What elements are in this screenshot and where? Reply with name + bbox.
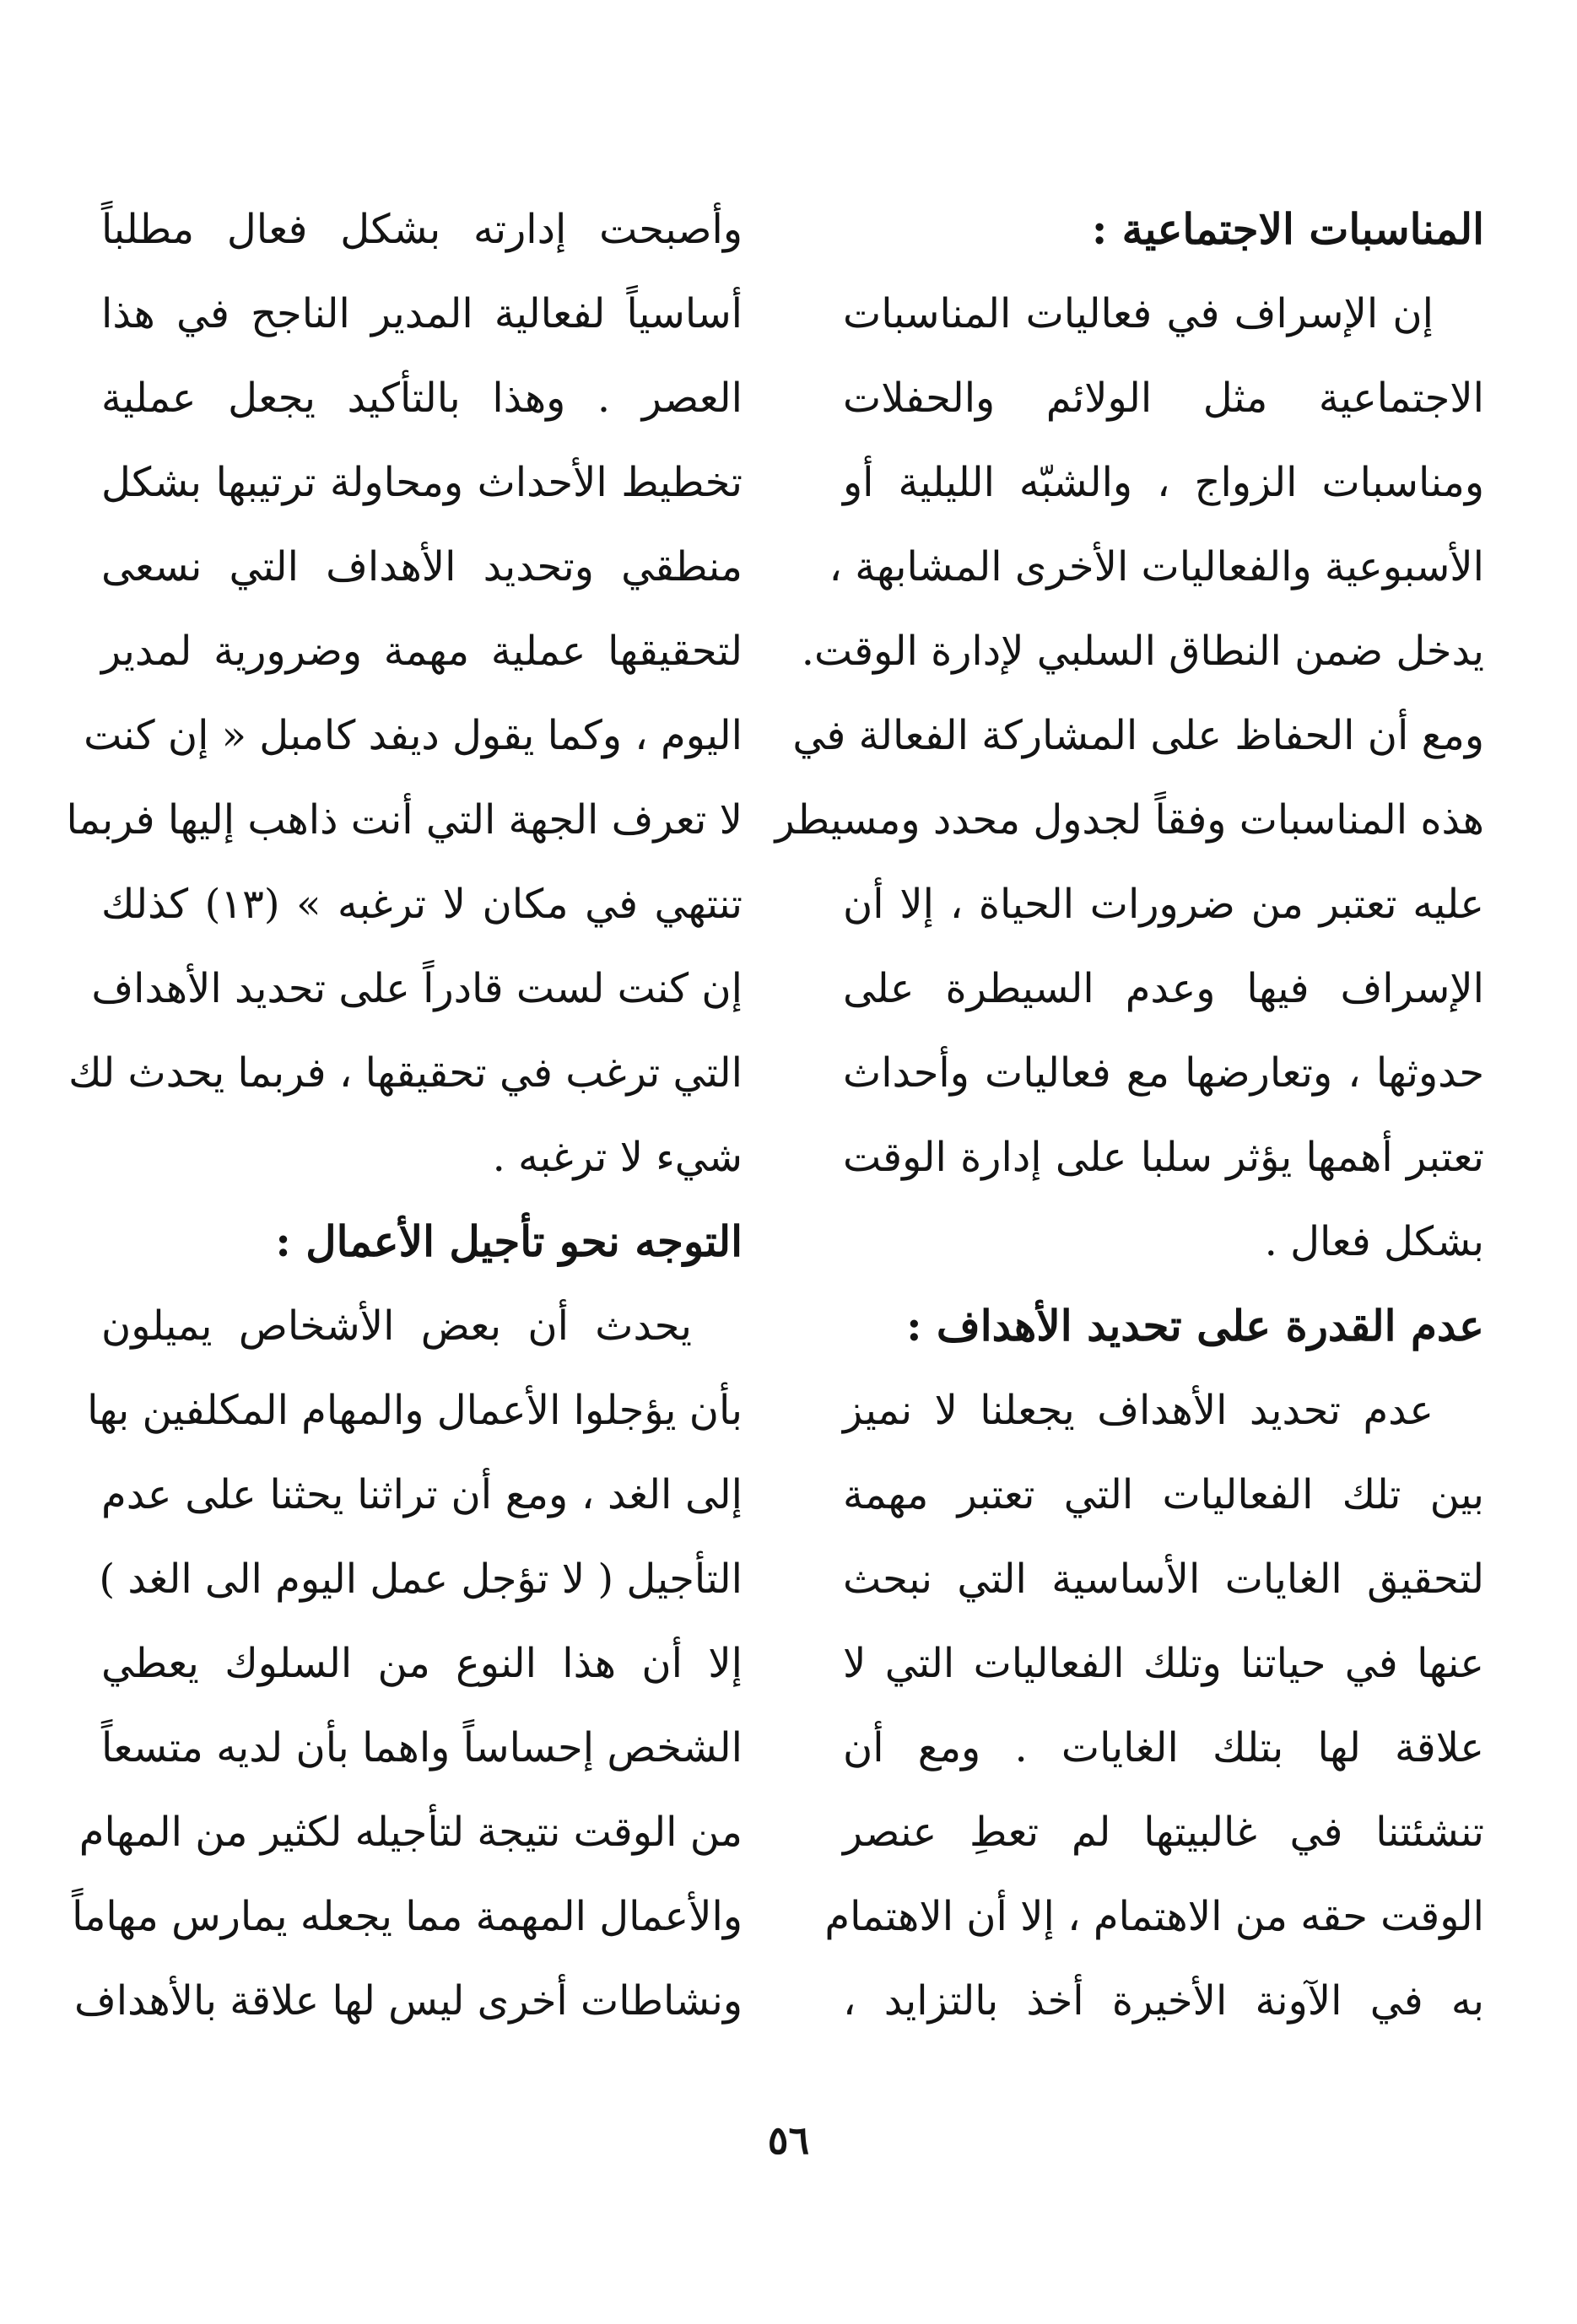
paragraph-line: الشخص إحساساً واهما بأن لديه متسعاً xyxy=(101,1724,743,1771)
paragraph-line: إن الإسراف في فعاليات المناسبات xyxy=(843,290,1434,337)
paragraph-line: الاجتماعية مثل الولائم والحفلات xyxy=(843,375,1484,422)
paragraph-line: بين تلك الفعاليات التي تعتبر مهمة xyxy=(843,1471,1484,1518)
section-heading-procrastination: التوجه نحو تأجيل الأعمال : xyxy=(275,1216,743,1266)
paragraph-line: أساسياً لفعالية المدير الناجح في هذا xyxy=(101,290,743,337)
paragraph-line: بأن يؤجلوا الأعمال والمهام المكلفين بها xyxy=(87,1387,743,1434)
section-heading-social-occasions: المناسبات الاجتماعية : xyxy=(1091,204,1484,254)
paragraph-line: لتحقيقها عملية مهمة وضرورية لمدير xyxy=(101,628,743,675)
paragraph-line: عليه تعتبر من ضرورات الحياة ، إلا أن xyxy=(843,881,1485,928)
paragraph-line: إن كنت لست قادراً على تحديد الأهداف xyxy=(91,965,743,1012)
paragraph-line: شيء لا ترغبه . xyxy=(492,1134,743,1181)
paragraph-line: منطقي وتحديد الأهداف التي نسعى xyxy=(101,543,743,590)
paragraph-line: العصر . وهذا بالتأكيد يجعل عملية xyxy=(101,375,743,422)
paragraph-line: تنشئتنا في غالبيتها لم تعطِ عنصر xyxy=(843,1809,1484,1856)
paragraph-line: التأجيل ( لا تؤجل عمل اليوم الى الغد ) xyxy=(99,1556,743,1603)
paragraph-line: الإسراف فيها وعدم السيطرة على xyxy=(843,965,1484,1012)
right-column xyxy=(775,187,1485,2043)
paragraph-line: عنها في حياتنا وتلك الفعاليات التي لا xyxy=(843,1640,1484,1687)
paragraph-line: تعتبر أهمها يؤثر سلبا على إدارة الوقت xyxy=(843,1134,1484,1181)
paragraph-line: الأسبوعية والفعاليات الأخرى المشابهة ، xyxy=(829,543,1484,590)
paragraph-line: عدم تحديد الأهداف يجعلنا لا نميز xyxy=(843,1387,1434,1434)
paragraph-line: ونشاطات أخرى ليس لها علاقة بالأهداف xyxy=(74,1977,743,2025)
paragraph-line: حدوثها ، وتعارضها مع فعاليات وأحداث xyxy=(843,1049,1484,1097)
paragraph-line: تخطيط الأحداث ومحاولة ترتيبها بشكل xyxy=(101,459,743,506)
paragraph-line: علاقة لها بتلك الغايات . ومع أن xyxy=(843,1724,1484,1771)
paragraph-line: لا تعرف الجهة التي أنت ذاهب إليها فربما xyxy=(66,796,743,844)
paragraph-line: يحدث أن بعض الأشخاص يميلون xyxy=(101,1302,692,1350)
paragraph-line: يدخل ضمن النطاق السلبي لإدارة الوقت. xyxy=(801,628,1484,675)
paragraph-line: والأعمال المهمة مما يجعله يمارس مهاماً xyxy=(72,1893,743,1940)
page-number: ٥٦ xyxy=(767,2117,810,2163)
paragraph-line: التي ترغب في تحقيقها ، فربما يحدث لك xyxy=(68,1049,743,1097)
paragraph-line: بشكل فعال . xyxy=(1264,1218,1484,1265)
paragraph-line: به في الآونة الأخيرة أخذ بالتزايد ، xyxy=(843,1977,1484,2025)
left-column xyxy=(66,187,743,2043)
paragraph-line: تنتهي في مكان لا ترغبه » (١٣) كذلك xyxy=(101,881,743,928)
paragraph-line: ومناسبات الزواج ، والشبّه الليلية أو xyxy=(843,459,1484,506)
paragraph-line: ومع أن الحفاظ على المشاركة الفعالة في xyxy=(792,712,1484,759)
paragraph-line: لتحقيق الغايات الأساسية التي نبحث xyxy=(843,1556,1484,1603)
paragraph-line: إلى الغد ، ومع أن تراثنا يحثنا على عدم xyxy=(101,1471,743,1518)
section-heading-goal-setting: عدم القدرة على تحديد الأهداف : xyxy=(906,1301,1484,1351)
paragraph-line: وأصبحت إدارته بشكل فعال مطلباً xyxy=(101,206,743,253)
paragraph-line: من الوقت نتيجة لتأجيله لكثير من المهام xyxy=(78,1809,743,1856)
paragraph-line: اليوم ، وكما يقول ديفد كامبل « إن كنت xyxy=(84,712,743,759)
paragraph-line: هذه المناسبات وفقاً لجدول محدد ومسيطر xyxy=(775,796,1484,844)
paragraph-line: إلا أن هذا النوع من السلوك يعطي xyxy=(101,1640,743,1687)
paragraph-line: الوقت حقه من الاهتمام ، إلا أن الاهتمام xyxy=(824,1893,1484,1940)
